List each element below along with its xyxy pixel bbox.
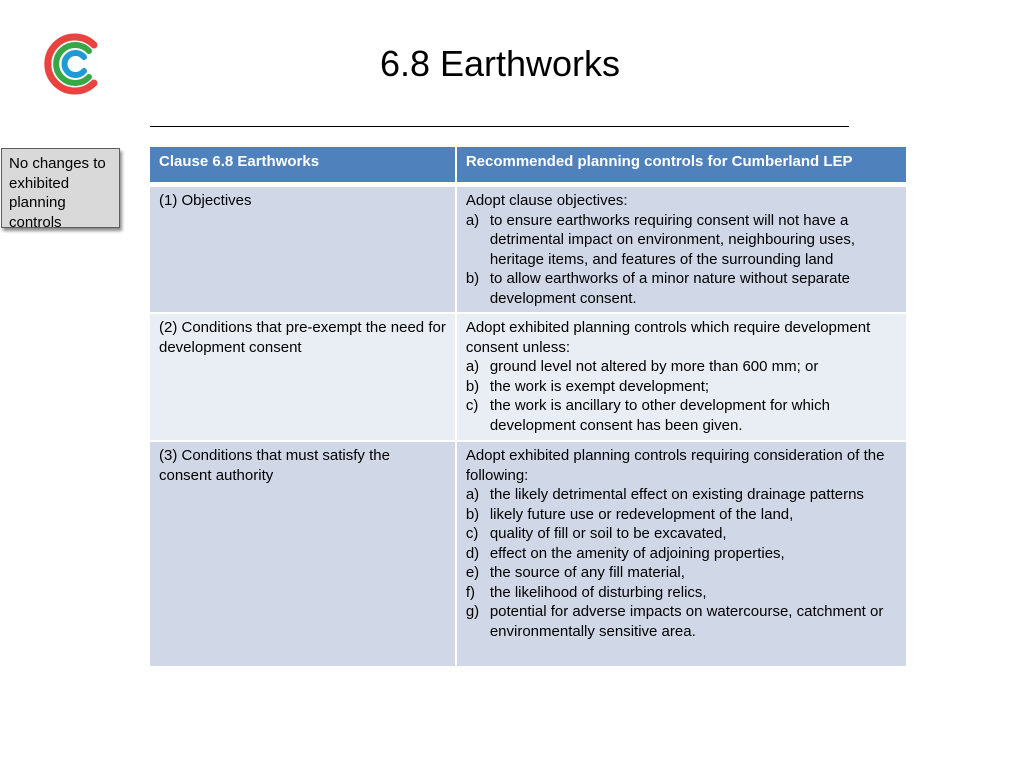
status-note: No changes to exhibited planning controls bbox=[1, 148, 120, 228]
list-item-text: the work is exempt development; bbox=[489, 377, 710, 395]
list-marker: c) bbox=[465, 525, 479, 542]
recommendation-list bbox=[466, 357, 897, 435]
list-marker: g) bbox=[465, 603, 480, 620]
recommendation-cell bbox=[455, 440, 906, 666]
recommendation-cell bbox=[455, 312, 906, 440]
list-item bbox=[466, 357, 897, 377]
list-item-text: potential for adverse impacts on watercourse, catchment or environmentally sensitive area. bbox=[489, 603, 884, 640]
table-header-row bbox=[150, 147, 906, 185]
table-row bbox=[150, 312, 906, 440]
list-item bbox=[466, 583, 897, 603]
list-marker: b) bbox=[465, 505, 480, 523]
table-row bbox=[150, 440, 906, 666]
column-header-recommendation: Recommended planning controls for Cumberland LEP bbox=[455, 147, 906, 185]
recommendation-cell bbox=[455, 185, 906, 312]
list-marker: a) bbox=[465, 211, 480, 229]
list-item bbox=[466, 377, 897, 397]
list-item-text: likely future use or redevelopment of the land, bbox=[489, 505, 794, 523]
clause-cell: (3) Conditions that must satisfy the consent authority bbox=[150, 440, 455, 666]
list-marker: d) bbox=[465, 544, 480, 562]
list-marker: b) bbox=[465, 377, 480, 395]
title-divider bbox=[150, 126, 849, 127]
list-marker: b) bbox=[465, 270, 480, 287]
list-item bbox=[466, 396, 897, 435]
list-marker: f) bbox=[465, 583, 475, 601]
clause-cell: (1) Objectives bbox=[150, 185, 455, 312]
table-row bbox=[150, 185, 906, 312]
list-item-text: the source of any fill material, bbox=[489, 564, 685, 581]
list-marker: a) bbox=[465, 486, 480, 503]
list-marker: a) bbox=[465, 358, 480, 375]
list-item-text: to allow earthworks of a minor nature without separate development consent. bbox=[489, 270, 850, 307]
list-item bbox=[466, 505, 897, 525]
earthworks-table bbox=[150, 147, 906, 666]
list-item-text: ground level not altered by more than 600 mm; or bbox=[489, 358, 819, 375]
council-c-logo-icon bbox=[44, 33, 106, 95]
recommendation-intro: Adopt exhibited planning controls requiring consideration of the following: bbox=[465, 447, 885, 484]
list-item bbox=[466, 269, 897, 308]
list-item bbox=[466, 602, 897, 641]
recommendation-intro: Adopt exhibited planning controls which require development consent unless: bbox=[465, 319, 871, 356]
list-item bbox=[466, 211, 897, 270]
list-item bbox=[466, 563, 897, 583]
list-marker: e) bbox=[465, 564, 480, 581]
list-item-text: effect on the amenity of adjoining properties, bbox=[489, 544, 785, 562]
list-item-text: the likely detrimental effect on existing drainage patterns bbox=[489, 486, 864, 503]
list-item-text: the work is ancillary to other development for which development consent has been given. bbox=[489, 397, 830, 434]
list-item bbox=[466, 544, 897, 564]
column-header-clause: Clause 6.8 Earthworks bbox=[150, 147, 455, 185]
page-title: 6.8 Earthworks bbox=[379, 43, 621, 84]
list-item bbox=[466, 524, 897, 544]
clause-cell: (2) Conditions that pre-exempt the need for development consent bbox=[150, 312, 455, 440]
list-item-text: to ensure earthworks requiring consent will not have a detrimental impact on environment, neighbouring uses, heritage items, and features of the surrounding land bbox=[489, 211, 856, 268]
recommendation-list bbox=[466, 211, 897, 309]
list-item-text: quality of fill or soil to be excavated, bbox=[489, 525, 727, 542]
list-marker: c) bbox=[465, 397, 479, 414]
list-item bbox=[466, 485, 897, 505]
list-item-text: the likelihood of disturbing relics, bbox=[489, 583, 707, 601]
recommendation-intro: Adopt clause objectives: bbox=[465, 192, 628, 209]
recommendation-list bbox=[466, 485, 897, 641]
